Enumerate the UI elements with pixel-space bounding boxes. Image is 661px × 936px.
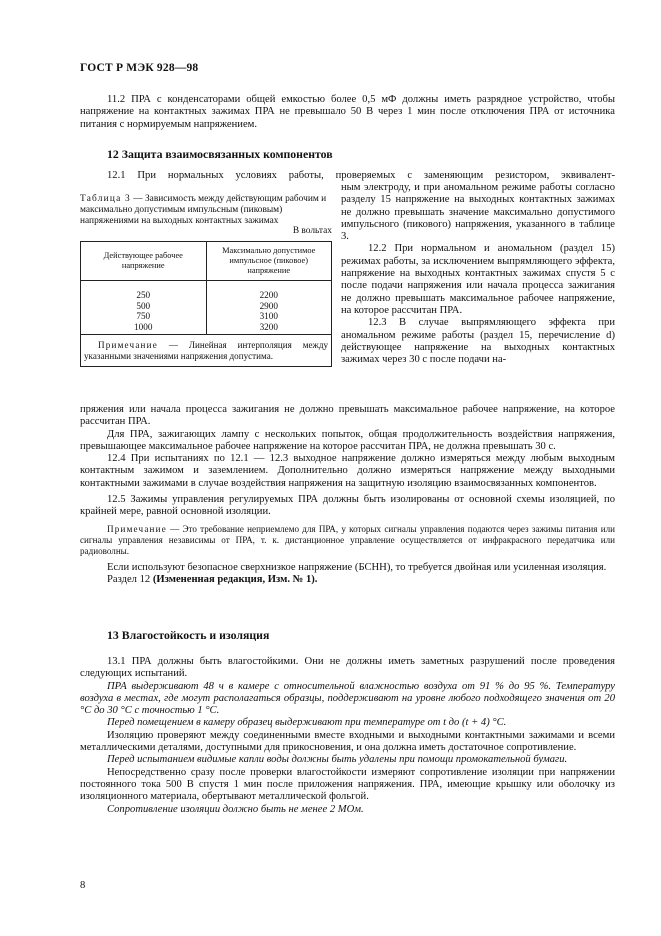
paragraph-12-3-end: пряжения или начала процесса зажигания не должно превышать максимальное рабочее напряжение, на которое рассчитан ПРА. [80, 404, 615, 428]
col-header-peak-voltage: Максимально допустимое импульсное (пиковое) напряжение [206, 242, 332, 281]
table-cell: 500 [136, 300, 151, 311]
peak-voltage-cell [206, 281, 332, 335]
working-voltage-cell [81, 281, 207, 335]
section-12-heading-block [80, 148, 615, 160]
table-cell: 3200 [259, 321, 278, 332]
page-header: ГОСТ Р МЭК 928—98 [80, 62, 199, 74]
table-3-units: В вольтах [292, 226, 332, 236]
paragraph-12-2: 12.2 При нормальном и аномальном (раздел 15) режимах работы, за исключением выпрямляющего эффекта, напряжение на выходных контактных зажимах спустя 5 с после подачи напряжения или начала процесса зажигания не должно превышать максимальное рабочее напряжение, на которое рассчитан ПРА. [341, 243, 615, 316]
section-13-text [80, 656, 615, 816]
table-3-caption-text: — Зависимость между действующим рабочим и максимально допустимым импульсным (пиковым) напряжениями на выходных контактных зажимах [80, 194, 327, 226]
table-values-row [81, 281, 332, 335]
paragraph-preconditioning: Перед помещением в камеру образец выдерживают при температуре от t до (t + 4) °С. [107, 717, 507, 729]
paragraph-11-2: 11.2 ПРА с конденсаторами общей емкостью более 0,5 мФ должны иметь разрядное устройство, чтобы напряжение на контактных зажимах ПРА не превышало 50 В через 1 мин после отключения ПРА от источника питания с нормируемым напряжением. [80, 94, 615, 130]
table-3-caption [80, 194, 332, 236]
table-note-row [81, 335, 332, 367]
table-3 [80, 241, 332, 367]
p12-1-l1: 12.1 При нормальных условиях работы, проверяемых с заменяющим резистором, эквивалент- [107, 170, 615, 181]
table-cell: 1000 [134, 321, 153, 332]
paragraph-insulation-check: Изоляцию проверяют между соединенными вместе входными и выходными контактными зажимами и всеми металлическими деталями, доступными для прикосновения, и она должна иметь достаточное сопротивление. [80, 729, 615, 754]
table-note [81, 335, 332, 367]
table-cell: 3100 [259, 311, 278, 322]
clause-11-2 [80, 94, 615, 131]
paragraph-12-1-first-line [80, 170, 615, 182]
page-number: 8 [80, 880, 86, 891]
table-cell: 250 [136, 290, 151, 300]
section-12-title: 12 Защита взаимосвязанных компонентов [107, 147, 333, 161]
paragraph-water-drops: Перед испытанием видимые капли воды должны быть удалены при помощи промокательной бумаги. [107, 754, 568, 766]
paragraph-section12-revision [80, 574, 615, 586]
col-header-working-voltage: Действующее рабочее напряжение [81, 242, 207, 281]
table-cell: 2900 [259, 300, 278, 311]
table-note-label: Примечание [98, 340, 158, 351]
note-label: Примечание [107, 523, 167, 534]
table-header-row [81, 242, 332, 281]
paragraph-resistance-limit: Сопротивление изоляции должно быть не менее 2 МОм. [107, 803, 364, 815]
paragraph-multi-attempt: Для ПРА, зажигающих лампу с нескольких попыток, общая продолжительность воздействия напряжения, превышающее максимальное рабочее напряжение на которое рассчитан ПРА, не должна превышать 30 с. [80, 428, 615, 452]
right-column-text [341, 182, 615, 366]
paragraph-13-1: 13.1 ПРА должны быть влагостойкими. Они не должны иметь заметных разрушений после проведения следующих испытаний. [80, 656, 615, 680]
table-3-label: Таблица 3 [80, 194, 131, 204]
revision-note: (Измененная редакция, Изм. № 1). [152, 573, 318, 585]
paragraph-12-1-rest: ным электроду, и при аномальном режиме работы согласно разделу 15 напряжение на выходных контактных зажимах не должно превышать значение максимально допустимого импульсного (пикового) напряжения, указанного в таблице 3. [341, 182, 615, 243]
note-12-5 [80, 524, 615, 557]
revision-prefix: Раздел 12 [107, 573, 153, 585]
paragraph-resistance-measurement: Непосредственно сразу после проверки влагостойкости измеряют сопротивление изоляции при напряжении постоянного тока 500 В спустя 1 мин после приложения напряжения. ПРА, имеющие крышку или оболочку из изоляционного материала, обертывают металлической фольгой. [80, 766, 615, 803]
paragraph-humidity-test: ПРА выдерживают 48 ч в камере с относительной влажностью воздуха от 91 % до 95 %. Температуру воздуха в местах, где могут располагаться образцы, поддерживают на уровне любого подходящего значения от 20 °С до 30 °С с точностью 1 °С. [80, 680, 615, 717]
paragraph-12-5: 12.5 Зажимы управления регулируемых ПРА должны быть изолированы от основной схемы изоляцией, по крайней мере, равной основной изоляции. [80, 494, 615, 518]
paragraph-bsnn: Если используют безопасное сверхнизкое напряжение (БСНН), то требуется двойная или усиленная изоляция. [107, 561, 607, 573]
section-13-title: 13 Влагостойкость и изоляция [107, 628, 270, 642]
table-note-text: — Линейная интерполяция между указанными значениями напряжения допустима. [84, 340, 328, 362]
section-13-heading-block [80, 629, 615, 641]
table-cell: 750 [136, 311, 151, 322]
table-cell: 2200 [259, 290, 278, 300]
main-text-lower [80, 404, 615, 586]
note-text: — Это требование неприемлемо для ПРА, у которых сигналы управления подаются через зажимы питания или сигналы управления независимы от ПРА, т. к. дистанционное управление осуществляется от инфракрасного передатчика или радиоволны. [80, 523, 615, 556]
paragraph-12-4: 12.4 При испытаниях по 12.1 — 12.3 выходное напряжение должно измеряться между любым выходным контактным зажимом и заземлением. Дополнительно должно измеряться напряжение между выходными контактными зажимами в случае воздействия напряжения на защитную изоляцию взаимосвязанных компонентов. [80, 453, 615, 489]
paragraph-12-3-part: 12.3 В случае выпрямляющего эффекта при аномальном режиме работы (раздел 15, перечисление d) действующее напряжение на выходных контактных зажимах через 30 с после подачи на- [341, 317, 615, 366]
